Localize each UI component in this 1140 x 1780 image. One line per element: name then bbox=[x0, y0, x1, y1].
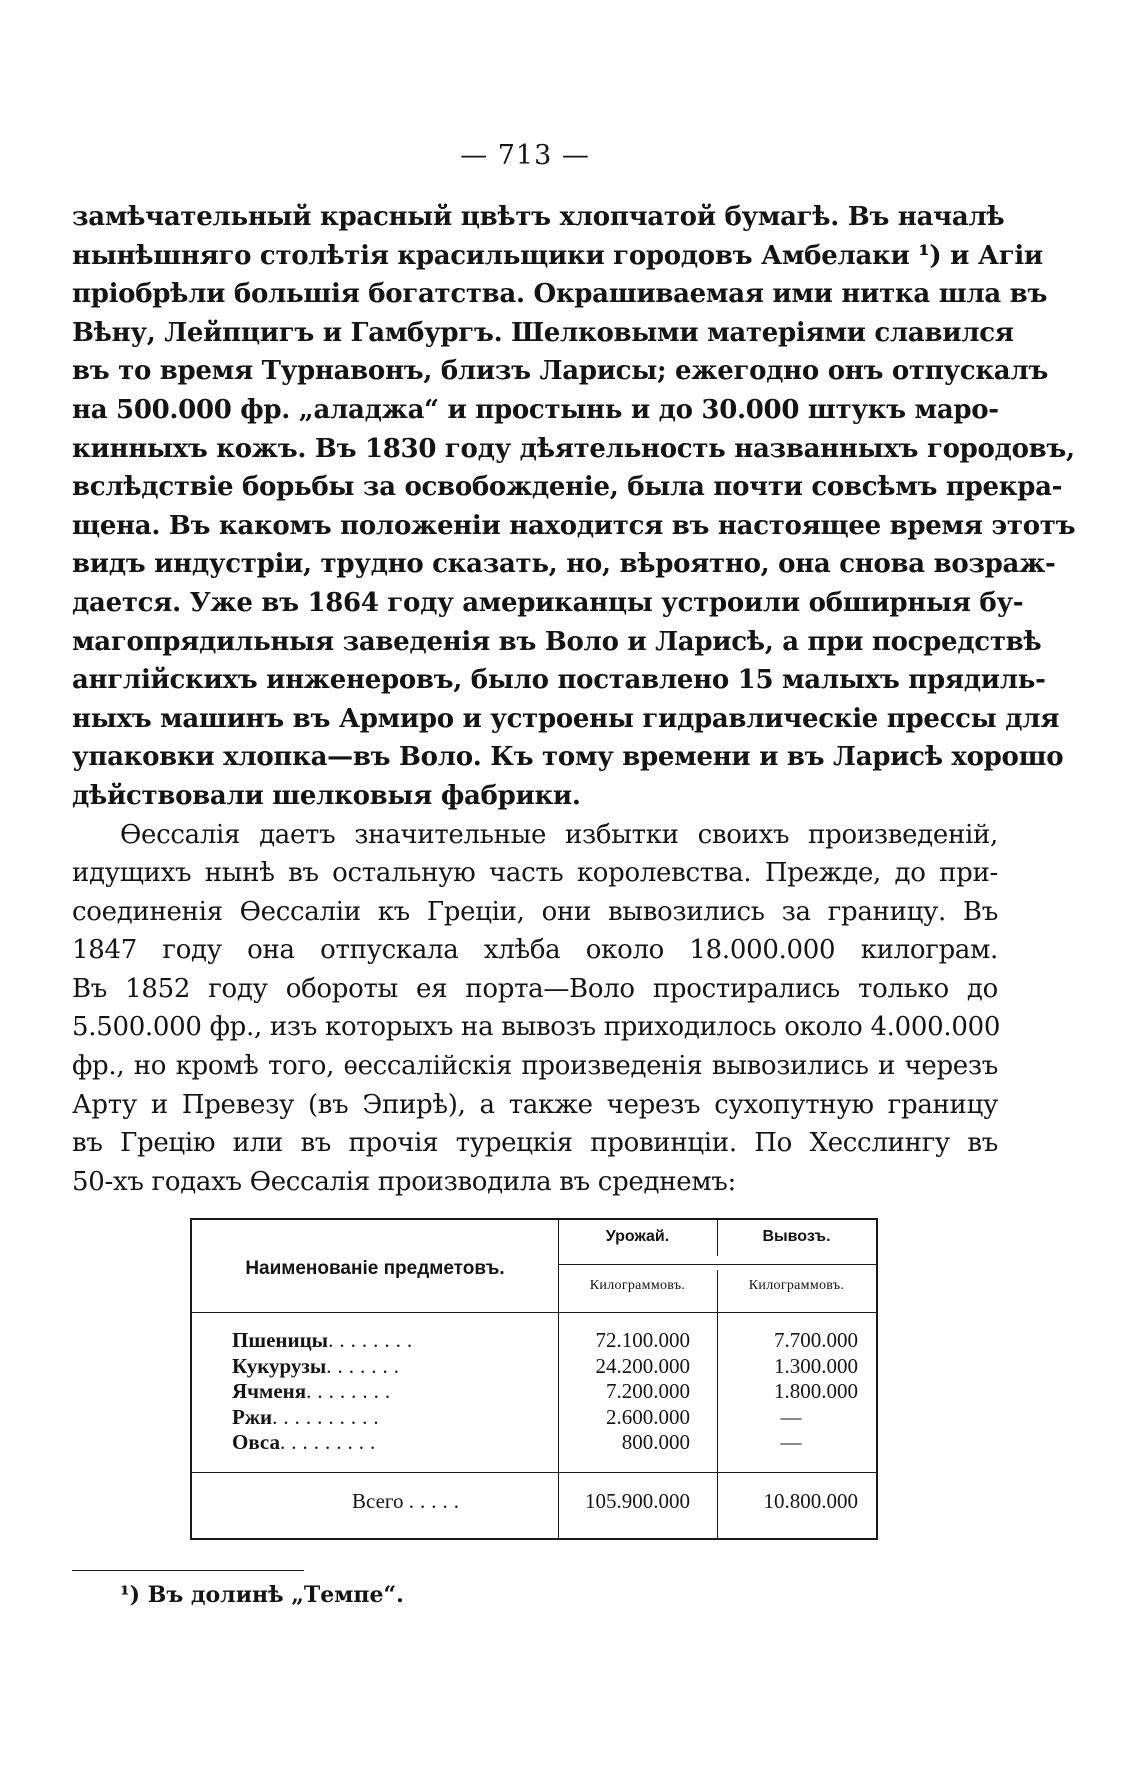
text-line: Арту и Превезу (въ Эпирѣ), а также черезъ сухопутную границу bbox=[72, 1089, 998, 1120]
text-line: дѣйствовали шелковыя фабрики. bbox=[72, 780, 581, 811]
total-dots: ..... bbox=[408, 1489, 465, 1513]
header-harvest: Урожай. bbox=[605, 1228, 670, 1245]
row-label bbox=[232, 1328, 532, 1354]
text-line: кинныхъ кожъ. Въ 1830 году дѣятельность названныхъ городовъ, bbox=[72, 433, 1075, 464]
footnote-marker: ¹) bbox=[120, 1582, 141, 1608]
unit-harvest: Килограммовъ. bbox=[589, 1278, 686, 1293]
text-line: вслѣдствіе борьбы за освобожденіе, была почти совсѣмъ прекра- bbox=[72, 472, 1063, 503]
text-line: англійскихъ инженеровъ, было поставлено 15 малыхъ прядиль- bbox=[72, 665, 1046, 696]
total-name: Всего bbox=[352, 1489, 404, 1513]
page-number: — 713 — bbox=[460, 140, 590, 171]
footnote bbox=[120, 1582, 404, 1608]
export-value: 1.300.000 bbox=[774, 1353, 858, 1378]
row-dots: .......... bbox=[272, 1404, 385, 1429]
text-line: дается. Уже въ 1864 году американцы устроили обширныя бу- bbox=[72, 587, 1024, 618]
harvest-value: 24.200.000 bbox=[595, 1353, 690, 1378]
row-name: Овса bbox=[232, 1430, 281, 1454]
harvest-value: 2.600.000 bbox=[606, 1404, 690, 1429]
harvest-value: 800.000 bbox=[621, 1430, 690, 1454]
unit-export: Килограммовъ. bbox=[748, 1278, 845, 1293]
row-dots: ....... bbox=[326, 1353, 405, 1378]
text-line: въ Грецію или въ прочія турецкія провинціи. По Хесслингу въ bbox=[72, 1128, 998, 1159]
row-label bbox=[232, 1379, 532, 1405]
export-value: — bbox=[780, 1404, 802, 1429]
paragraph-2 bbox=[72, 816, 1001, 1202]
text-line: нынѣшняго столѣтія красильщики городовъ Амбелаки ¹) и Агіи bbox=[72, 240, 1043, 271]
row-name: Ячменя bbox=[232, 1379, 307, 1403]
text-line: 50-хъ годахъ Ѳессалія производила въ среднемъ: bbox=[72, 1166, 736, 1197]
row-dots: ......... bbox=[280, 1430, 382, 1454]
table-body bbox=[192, 1328, 876, 1456]
total-export: 10.800.000 bbox=[763, 1489, 858, 1513]
row-name: Кукурузы bbox=[232, 1353, 327, 1378]
header-rule bbox=[192, 1312, 876, 1313]
text-line: замѣчательный красный цвѣтъ хлопчатой бумагѣ. Въ началѣ bbox=[72, 202, 1005, 232]
text-line: на 500.000 фр. „аладжа“ и простынь и до 30.000 штукъ маро- bbox=[72, 394, 999, 425]
text-line: въ то время Турнавонъ, близъ Ларисы; ежегодно онъ отпускалъ bbox=[72, 356, 1049, 387]
export-value: 7.700.000 bbox=[774, 1328, 858, 1352]
text-line: пріобрѣли большія богатства. Окрашиваемая ими нитка шла въ bbox=[72, 279, 1048, 310]
table-row bbox=[192, 1430, 876, 1456]
total-label bbox=[352, 1486, 532, 1516]
text-line: видъ индустріи, трудно сказать, но, вѣроятно, она снова возраж- bbox=[72, 549, 1056, 580]
harvest-value: 7.200.000 bbox=[606, 1379, 690, 1403]
row-label bbox=[232, 1405, 532, 1431]
header-export: Вывозъ. bbox=[762, 1228, 831, 1245]
export-value: — bbox=[780, 1430, 802, 1454]
row-dots: ........ bbox=[306, 1379, 397, 1403]
text-line: 5.500.000 фр., изъ которыхъ на вывозъ приходилось около 4.000.000 bbox=[72, 1012, 1001, 1043]
row-name: Ржи bbox=[232, 1404, 273, 1429]
text-line: упаковки хлопка—въ Воло. Къ тому времени и въ Ларисѣ хорошо bbox=[72, 742, 1064, 773]
row-label bbox=[232, 1430, 532, 1456]
table-row bbox=[192, 1379, 876, 1405]
export-value: 1.800.000 bbox=[774, 1379, 858, 1403]
row-dots: ........ bbox=[328, 1328, 419, 1352]
text-line: магопрядильныя заведенія въ Воло и Ларисѣ, а при посредствѣ bbox=[72, 626, 1042, 657]
table-row bbox=[192, 1328, 876, 1354]
total-rule bbox=[192, 1472, 876, 1473]
text-line: фр., но кромѣ того, ѳессалійскія произведенія вывозились и черезъ bbox=[72, 1051, 998, 1082]
row-name: Пшеницы bbox=[232, 1328, 329, 1352]
production-table bbox=[190, 1218, 878, 1540]
header-divider bbox=[558, 1264, 876, 1265]
harvest-value: 72.100.000 bbox=[595, 1328, 690, 1352]
text-line: Ѳессалія даетъ значительные избытки своихъ произведеній, bbox=[120, 819, 998, 850]
table-row bbox=[192, 1354, 876, 1380]
footnote-text: Въ долинѣ „Темпе“. bbox=[147, 1582, 404, 1608]
total-row bbox=[192, 1486, 876, 1516]
footnote-rule bbox=[72, 1570, 304, 1571]
table-row bbox=[192, 1405, 876, 1431]
text-line: идущихъ нынѣ въ остальную часть королевства. Прежде, до при- bbox=[72, 858, 998, 889]
text-line: соединенія Ѳессаліи къ Греціи, они вывозились за границу. Въ bbox=[72, 896, 998, 927]
text-line: ныхъ машинъ въ Армиро и устроены гидравлическіе прессы для bbox=[72, 703, 1060, 734]
text-line: щена. Въ какомъ положеніи находится въ настоящее время этотъ bbox=[72, 510, 1076, 541]
text-line: Вѣну, Лейпцигъ и Гамбургъ. Шелковыми матеріями славился bbox=[72, 317, 1014, 348]
total-harvest: 105.900.000 bbox=[585, 1489, 690, 1513]
text-line: 1847 году она отпускала хлѣба около 18.000.000 килограм. bbox=[72, 935, 998, 966]
header-item-name: Наименованіе предметовъ. bbox=[245, 1258, 505, 1279]
body-text bbox=[72, 198, 1076, 1201]
row-label bbox=[232, 1354, 532, 1380]
text-line: Въ 1852 году обороты ея порта—Воло простирались только до bbox=[72, 973, 998, 1004]
paragraph-1 bbox=[72, 198, 1076, 816]
